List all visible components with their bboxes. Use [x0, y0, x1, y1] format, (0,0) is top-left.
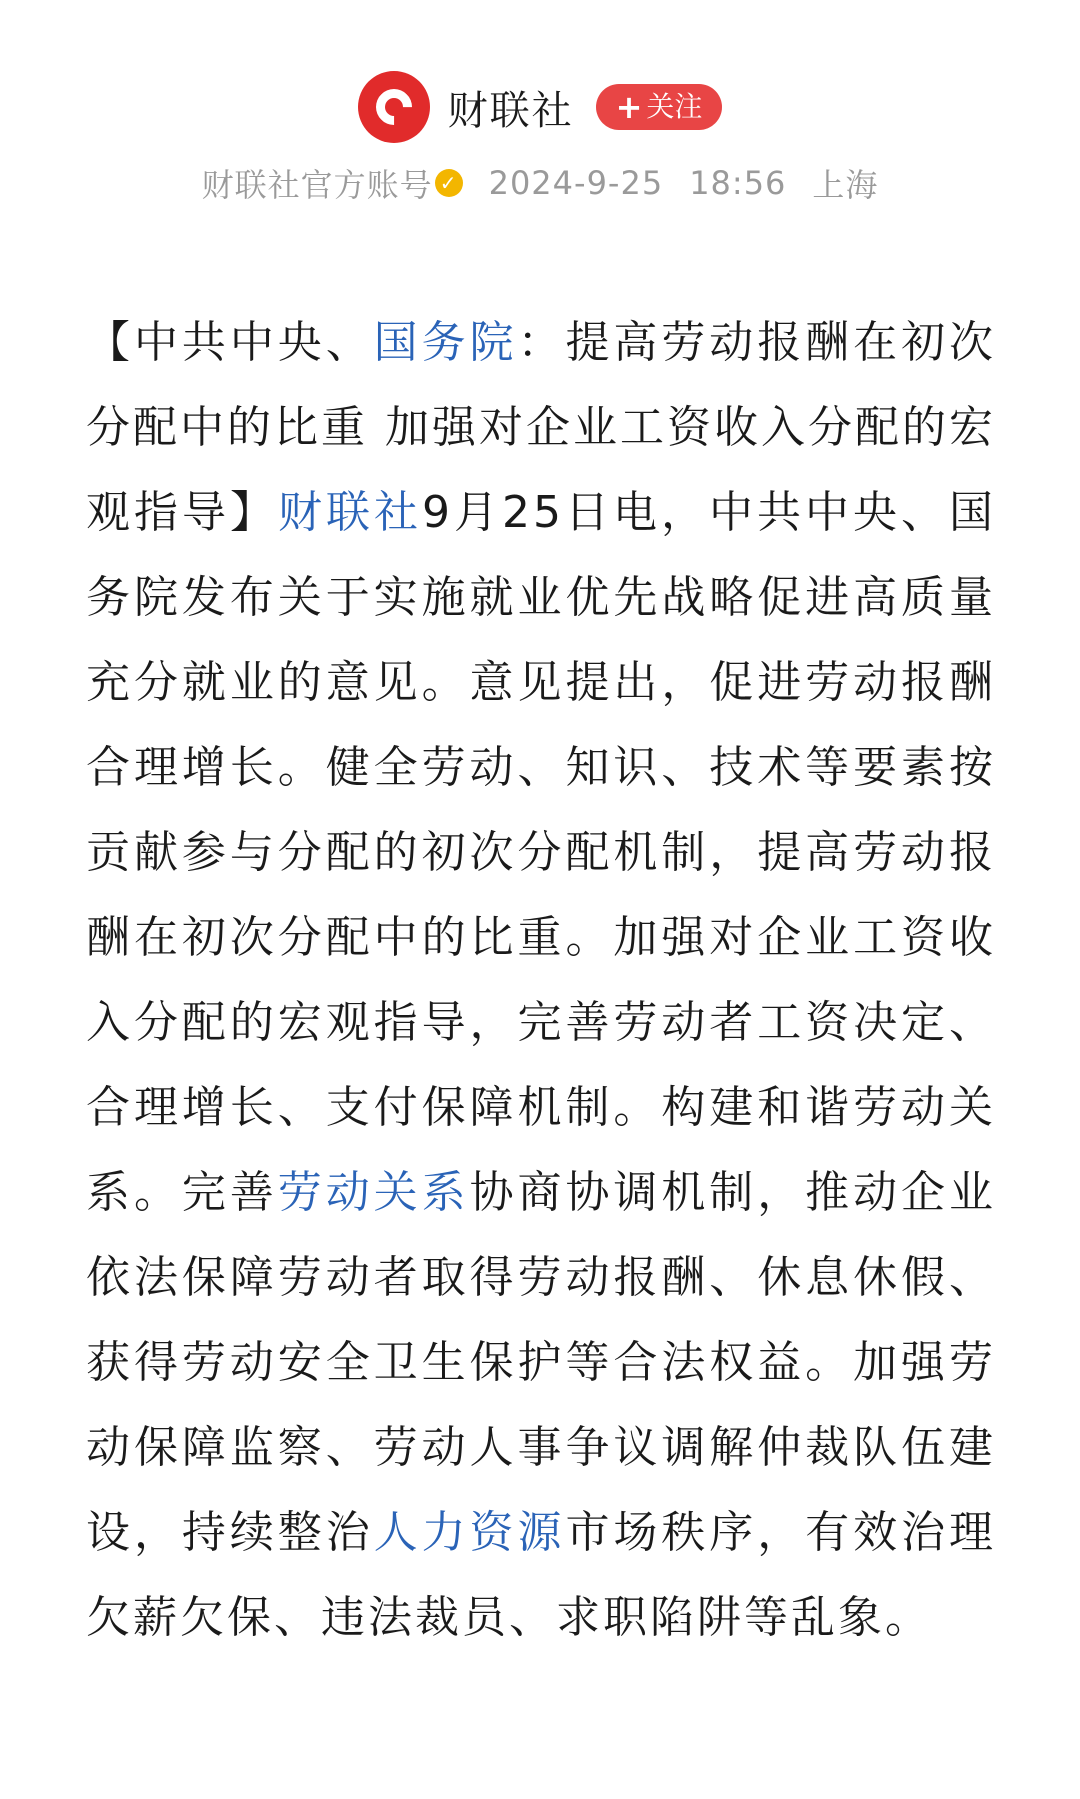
- publish-date: 2024-9-25: [488, 164, 664, 202]
- link-guowuyuan[interactable]: 国务院: [373, 317, 518, 368]
- brand-row: [0, 62, 1080, 152]
- follow-button[interactable]: [596, 84, 723, 130]
- article-text: ：提高劳动报酬在初次分配中的比重 加强对企业工资收入分配的宏观指导】: [86, 317, 997, 538]
- follow-label: 关注: [646, 90, 703, 123]
- plus-icon: +: [615, 88, 643, 126]
- link-cailianshe[interactable]: 财联社: [278, 487, 423, 538]
- publish-time: 18:56: [689, 164, 787, 202]
- cls-logo-icon[interactable]: [358, 71, 430, 143]
- verified-badge-icon: ✓: [435, 169, 463, 197]
- account-label: 财联社官方账号: [201, 166, 433, 204]
- link-renli-ziyuan[interactable]: 人力资源: [373, 1507, 566, 1558]
- article-text: 9月25日电，中共中央、国务院发布关于实施就业优先战略促进高质量充分就业的意见。意见提出，促进劳动报酬合理增长。健全劳动、知识、技术等要素按贡献参与分配的初次分配机制，提高劳动报酬在初次分配中的比重。加强对企业工资收入分配的宏观指导，完善劳动者工资决定、合理增长、支付保障机制。构建和谐劳动关系。完善: [86, 487, 997, 1218]
- publish-location: 上海: [812, 166, 879, 204]
- article-text: 市场秩序，有效治理欠薪欠保、违法裁员、求职陷阱等乱象。: [86, 1507, 997, 1643]
- article-text: 协商协调机制，推动企业依法保障劳动者取得劳动报酬、休息休假、获得劳动安全卫生保护等合法权益。加强劳动保障监察、劳动人事争议调解仲裁队伍建设，持续整治: [86, 1167, 997, 1558]
- article-text: 【中共中央、: [86, 317, 374, 368]
- article-header: [0, 62, 1080, 152]
- link-laodong-guanxi[interactable]: 劳动关系: [277, 1167, 470, 1218]
- article-meta: [0, 160, 1080, 206]
- logo-ring: [368, 82, 419, 133]
- brand-name[interactable]: 财联社: [447, 87, 574, 134]
- article-body: [86, 300, 996, 1660]
